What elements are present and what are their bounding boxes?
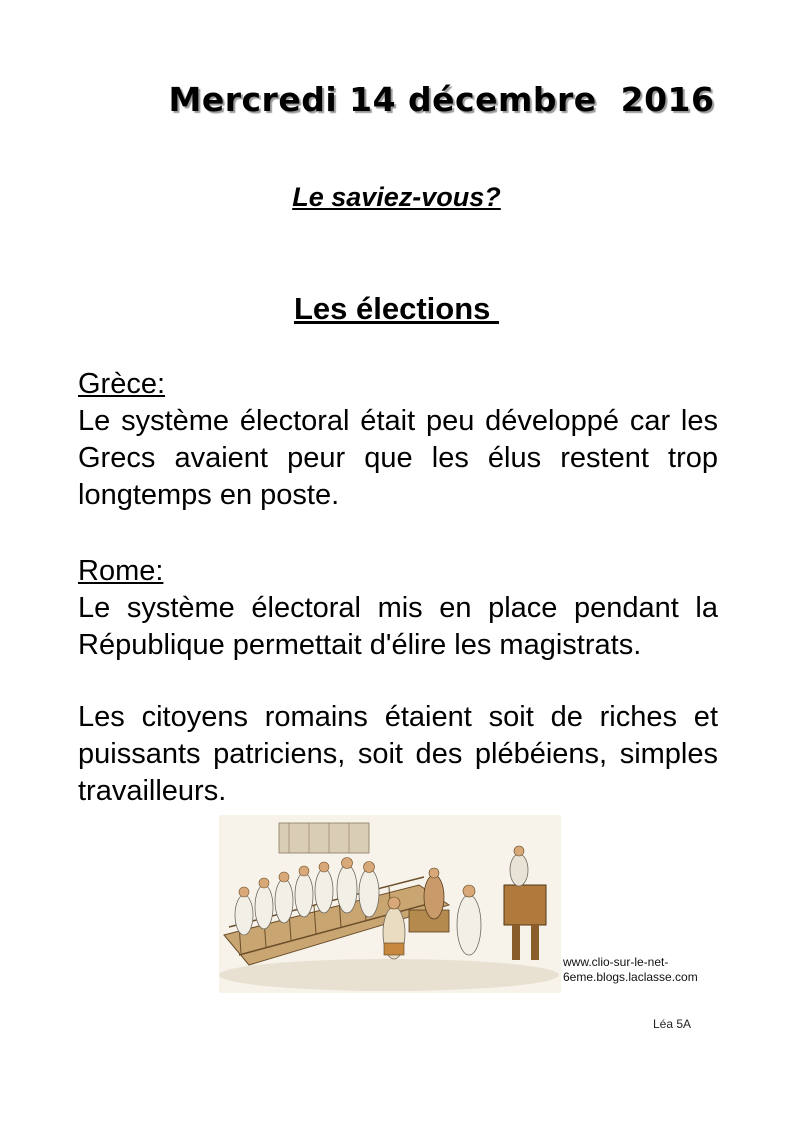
citizens-section (78, 699, 718, 810)
image-credit (563, 955, 698, 985)
author-signature: Léa 5A (653, 1017, 692, 1031)
page-date-title: Mercredi 14 décembre 2016 (168, 80, 715, 119)
rome-heading: Rome: (78, 555, 164, 587)
rome-section (78, 553, 718, 664)
greece-heading: Grèce: (78, 368, 166, 400)
roman-election-illustration (219, 815, 561, 993)
rome-paragraph: Le système électoral mis en place pendant la République permettait d'élire les magistrats. (78, 592, 718, 661)
citizens-paragraph: Les citoyens romains étaient soit de riches et puissants patriciens, soit des plébéiens, simples travailleurs. (78, 701, 718, 807)
greece-section (78, 366, 718, 514)
subtitle: Le saviez-vous? (292, 182, 501, 212)
greece-paragraph: Le système électoral était peu développé car les Grecs avaient peur que les élus restent trop longtemps en poste. (78, 405, 718, 511)
image-credit-line-1: www.clio-sur-le-net- (563, 955, 669, 969)
section-title: Les élections (293, 291, 500, 326)
image-credit-line-2: 6eme.blogs.laclasse.com (563, 970, 698, 984)
